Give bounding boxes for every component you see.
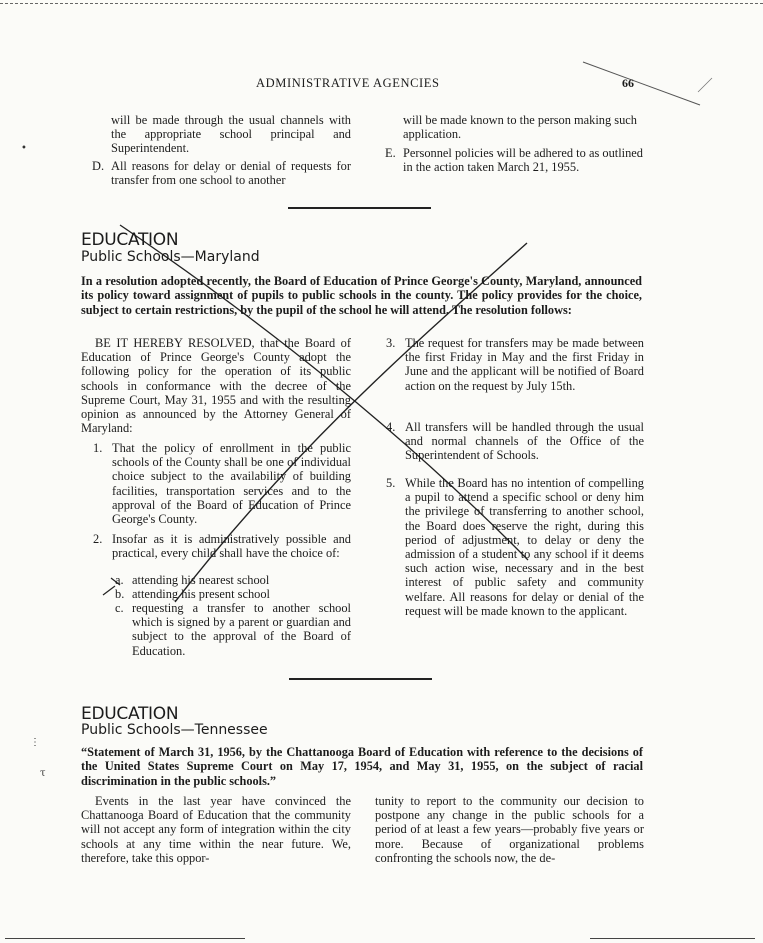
resolution-item-4: [386, 420, 644, 464]
list-item-e: [385, 146, 643, 190]
resolution-item-2b: [115, 587, 351, 602]
list-text: The request for transfers may be made between the first Friday in May and the first Friday in June and the applicant will be notified of Board action on the request by July 15th.: [405, 336, 644, 393]
bottom-scan-line: [5, 938, 245, 939]
margin-speck: τ: [40, 768, 46, 779]
list-label: 2.: [93, 532, 103, 546]
list-text: requesting a transfer to another school which is signed by a parent or guardian and subject to the approval of the Board of Education.: [132, 601, 351, 658]
running-title: ADMINISTRATIVE AGENCIES: [256, 76, 440, 90]
margin-speck: ⋮: [30, 737, 40, 748]
list-label: E.: [385, 146, 396, 160]
continuation-right-text: will be made known to the person making such application.: [403, 113, 638, 142]
list-text: Insofar as it is administratively possible and practical, every child shall have the choice of:: [112, 532, 351, 561]
resolution-text: BE IT HEREBY RESOLVED, that the Board of Education of Prince George's County adopt the following policy for the operation of its public schools in conformance with the decree of the Supreme Court, May 31, 1955 and with the resulting opinion as announced by the Attorney General of Maryland:: [81, 336, 351, 436]
continuation-left-text: will be made through the usual channels with the appropriate school principal and Superintendent.: [111, 113, 351, 156]
list-label: c.: [115, 601, 124, 615]
list-text: attending his nearest school: [132, 573, 270, 587]
list-label: 1.: [93, 441, 103, 455]
corner-scribble-mark: [698, 78, 712, 92]
list-label: 5.: [386, 476, 396, 490]
section-intro: “Statement of March 31, 1956, by the Chattanooga Board of Education with reference to the decisions of the United States Supreme Court on May 17, 1954, and May 31, 1955, on the subject of racial discrimination in the public schools.”: [81, 745, 643, 788]
resolution-item-5: [386, 476, 644, 648]
list-text: Personnel policies will be adhered to as outlined in the action taken March 21, 1955.: [403, 146, 643, 175]
bottom-scan-line: [590, 938, 755, 939]
list-text: attending his present school: [132, 587, 270, 601]
list-text: All reasons for delay or denial of requests for transfer from one school to another: [111, 159, 351, 188]
list-label: a.: [115, 573, 124, 587]
section-intro: In a resolution adopted recently, the Board of Education of Prince George's County, Maryland, announced its policy toward assignment of pupils to public schools in the county. The policy provides for the choice, subject to certain restrictions, by the pupil of the school he will attend. The resolution follows:: [81, 274, 642, 317]
section-divider: [289, 678, 432, 680]
list-label: 4.: [386, 420, 396, 434]
list-text: All transfers will be handled through the usual and normal channels of the Office of the Superintendent of Schools.: [405, 420, 644, 463]
list-item-d: [92, 159, 351, 189]
page-number: 66: [622, 76, 634, 90]
section-heading: EDUCATION: [81, 230, 179, 250]
resolution-item-3: [386, 336, 644, 408]
body-column-left: Events in the last year have convinced the Chattanooga Board of Education that the community will not accept any form of integration within the city schools at any time within the near future. We, therefore, take this oppor-: [81, 794, 351, 865]
body-column-right: tunity to report to the community our decision to postpone any change in the public schools for a period of at least a few years—probably five years or more. Because of organizational problems confronting the schools now, the de-: [375, 794, 644, 865]
list-text: While the Board has no intention of compelling a pupil to attend a specific school or deny him the privilege of transferring to another school, the Board does reserve the right, during this period of adjustment, to delay or deny the admission of a student to any school if it deems such action wise, necessary and in the best interest of public safety and community welfare. All reasons for delay or denial of the request will be made known to the applicant.: [405, 476, 644, 618]
list-text: That the policy of enrollment in the public schools of the County shall be one of individual choice subject to the availability of building facilities, transportation services and to the approval of the Board of Education of Prince George's County.: [112, 441, 351, 527]
resolution-item-2c: [115, 601, 351, 659]
section-subheading: Public Schools—Tennessee: [81, 722, 268, 738]
corner-scribble-mark: [583, 62, 700, 105]
margin-speck: •: [21, 143, 27, 154]
list-label: 3.: [386, 336, 396, 350]
resolution-item-2a: [115, 573, 351, 588]
resolution-item-2: [93, 532, 351, 576]
pen-check-mark: [103, 586, 115, 595]
list-label: D.: [92, 159, 105, 173]
section-heading: EDUCATION: [81, 704, 179, 724]
resolution-item-1: [93, 441, 351, 527]
section-divider: [288, 207, 431, 209]
list-label: b.: [115, 587, 125, 601]
section-subheading: Public Schools—Maryland: [81, 249, 260, 265]
